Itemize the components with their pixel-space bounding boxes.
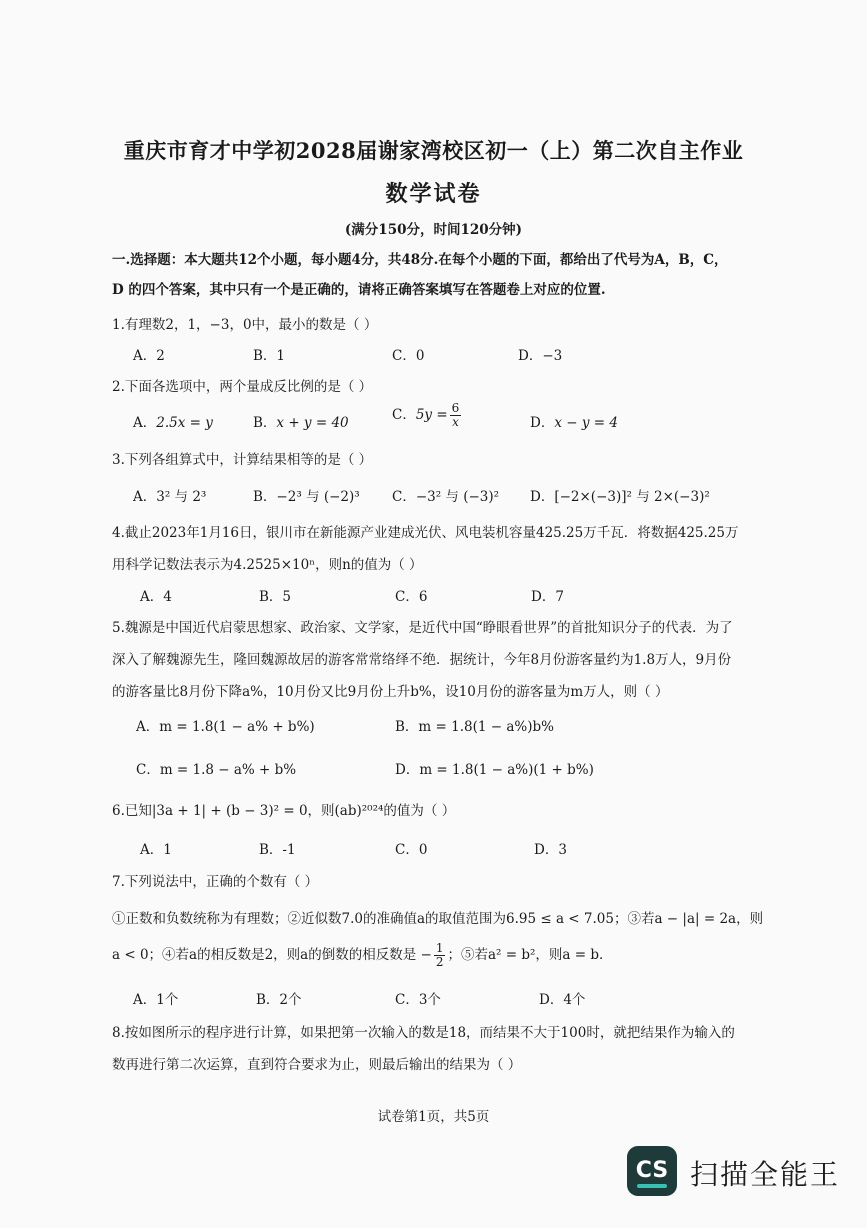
q7-stem: 7.下列说法中，正确的个数有（ ） [112,874,319,890]
q5-line1: 5.魏源是中国近代启蒙思想家、政治家、文学家，是近代中国“睁眼看世界”的首批知识分子的代表．为了 [112,620,733,636]
q6-option-a: A．1 [140,842,172,858]
q4-option-a: A．4 [140,589,172,605]
q2-c-numerator: 6 [451,401,460,415]
q5-option-c: C．m = 1.8 − a% + b% [136,762,297,778]
q2-option-c-label: C． [392,407,416,423]
q5-option-a: A．m = 1.8(1 − a% + b%) [136,719,315,735]
q8-line2: 数再进行第二次运算，直到符合要求为止，则最后输出的结果为（ ） [112,1057,522,1073]
q5-line3: 的游客量比8月份下降a%，10月份又比9月份上升b%，设10月份的游客量为m万人，则（ ） [112,684,669,700]
q6-stem: 6.已知|3a + 1| + (b − 3)² = 0，则(ab)²⁰²⁴的值为（ ） [112,803,456,819]
q2-option-a [133,411,213,431]
q2-option-c-fraction [450,402,462,429]
q7-numerator: 1 [435,941,444,955]
q1-stem: 1.有理数2，1，−3，0中，最小的数是（ ） [112,317,378,333]
q7-option-a: A．1个 [133,992,179,1008]
q6-option-d: D．3 [534,842,567,858]
exam-title: 重庆市育才中学初2028届谢家湾校区初一（上）第二次自主作业 [123,138,744,163]
logo-accent-bar [637,1184,667,1188]
q7-denominator: 2 [435,955,444,969]
q1-option-d: D．−3 [518,348,563,364]
q1-option-c: C．0 [392,348,425,364]
q5-option-d: D．m = 1.8(1 − a%)(1 + b%) [395,762,594,778]
q6-option-c: C．0 [395,842,428,858]
q2-option-b [253,411,349,431]
q4-line2: 用科学记数法表示为4.2525×10ⁿ，则n的值为（ ） [112,557,423,573]
q2-option-d [530,411,618,431]
q2-option-a-label: A． [133,415,157,431]
q1-option-a: A．2 [133,348,165,364]
q8-line1: 8.按如图所示的程序进行计算，如果把第一次输入的数是18，而结果不大于100时，就把结果作为输入的 [112,1025,735,1041]
camscanner-logo-icon [627,1146,677,1196]
scanner-brand-name: 扫描全能王 [690,1158,841,1191]
q6-option-b: B．-1 [259,842,296,858]
q4-option-d: D．7 [531,589,564,605]
q7-option-b: B．2个 [256,992,302,1008]
q7-option-d: D．4个 [539,992,586,1008]
q7-statements-line1: ①正数和负数统称为有理数；②近似数7.0的准确值a的取值范围为6.95 ≤ a < 7.05；③若a − |a| = 2a，则 [112,911,764,927]
q3-option-c: C．−3² 与 (−3)² [392,489,500,505]
q7-statements-line2 [112,942,612,969]
exam-subtitle: 数学试卷 [385,181,482,207]
q7-line2-right: ；⑤若a² = b²，则a = b． [447,947,613,963]
q4-line1: 4.截止2023年1月16日，银川市在新能源产业建成光伏、风电装机容量425.25万千瓦．将数据425.25万 [112,525,739,541]
logo-text: CS [635,1158,669,1183]
q2-option-d-label: D． [530,415,555,431]
q2-c-denominator: x [452,415,459,429]
q3-stem: 3.下列各组算式中，计算结果相等的是（ ） [112,452,373,468]
q2-option-a-expr: 2.5x = y [156,415,213,431]
page-footer: 试卷第1页，共5页 [377,1109,490,1125]
q7-fraction [434,942,446,969]
section-intro-line2: D 的四个答案，其中只有一个是正确的，请将正确答案填写在答题卷上对应的位置. [112,282,606,298]
q4-option-c: C．6 [395,589,428,605]
q1-option-b: B．1 [253,348,286,364]
q2-option-d-expr: x − y = 4 [554,415,618,431]
section-intro-line1: 一.选择题：本大题共12个小题，每小题4分，共48分.在每个小题的下面，都给出了代号为A，B，C， [112,252,728,268]
q3-option-b: B．−2³ 与 (−2)³ [253,489,360,505]
q2-option-b-expr: x + y = 40 [276,415,349,431]
q4-option-b: B．5 [259,589,292,605]
q3-option-a: A．3² 与 2³ [133,489,207,505]
q7-option-c: C．3个 [395,992,441,1008]
q3-option-d: D．[−2×(−3)]² 与 2×(−3)² [530,489,710,505]
q7-line2-left: a < 0；④若a的相反数是2，则a的倒数的相反数是 − [112,947,432,963]
q2-option-c-left: 5y = [415,407,448,423]
q5-line2: 深入了解魏源先生，隆回魏源故居的游客常常络绎不绝．据统计，今年8月份游客量约为1.8万人，9月份 [112,652,732,668]
q2-stem: 2.下面各选项中，两个量成反比例的是（ ） [112,379,373,395]
q2-option-b-label: B． [253,415,277,431]
q5-option-b: B．m = 1.8(1 − a%)b% [395,719,554,735]
exam-meta: (满分150分，时间120分钟) [344,222,523,238]
q2-option-c [392,402,463,429]
